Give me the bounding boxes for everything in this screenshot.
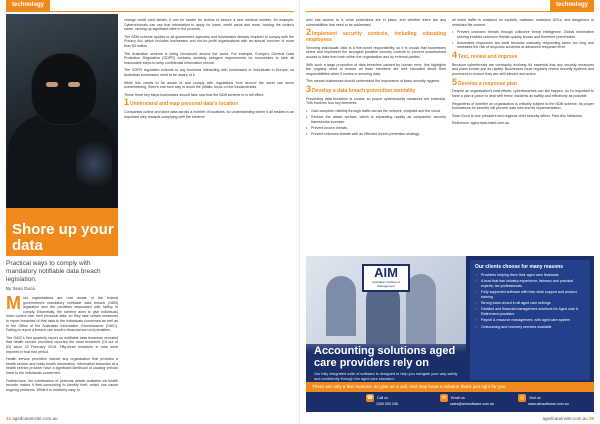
email-icon: ✉: [441, 395, 447, 401]
benefit-item: ✓ Payroll & resource management, with aged care system: [475, 318, 585, 322]
paragraph: The GDPR regulation extends to any business interacting with businesses or individuals in Europe, so Australian businesses need to be aware of it.: [124, 68, 294, 77]
advertisement[interactable]: [306, 256, 594, 412]
subheading: 4Test, review and improve: [452, 50, 518, 61]
bullet-list: [306, 109, 446, 136]
article-column-3: [306, 18, 446, 252]
folio-site: agedcareinsite.com.au: [12, 416, 58, 421]
standfirst-text: Practical ways to comply with mandatory notifiable data breach legislation.: [6, 260, 101, 283]
contact-value: www.aimsoftware.com.au: [528, 402, 569, 406]
paragraph: Preventing data breaches is crucial, so proper cybersecurity measures are essential. This involves four key elements:: [306, 96, 446, 106]
subheading: 3Develop a data breach prevention mentality: [306, 83, 416, 94]
globe-icon: ◎: [519, 395, 525, 401]
folio: [542, 416, 594, 421]
paragraph: This means businesses should understand the importance of basic security hygiene.: [306, 79, 441, 84]
paragraph: Because cyberthreats are constantly evolving it's essential that any security measures and plans evolve just as rapidly. Businesses must regularly review security systems and processes to ensure they are still relevant and active.: [452, 62, 594, 77]
contact-value: 1300 000 246: [376, 402, 398, 406]
contact-label: Email us: [451, 395, 465, 400]
section-rule: [306, 11, 594, 12]
bullet-list: [452, 30, 594, 50]
ad-callout-strip: There are only a few reasons, so give us a call, AIM may have a solution that's just right for you: [306, 382, 594, 392]
author-bio: Sean Duca is vice president and regional chief security officer, Palo Alto Networks.: [452, 113, 583, 118]
benefit-item: ✓ Outsourcing and recovery services available: [475, 325, 585, 329]
benefit-item: ✓ A trust that has industry experience, fairness and practical experts, tax professionals: [475, 279, 585, 288]
paragraph: ost organisations are now aware of the federal government's mandatory notifiable data breach (NDB) legislation and the penalties associated with failing to comply. Essentially, the scheme aims to give individuals more control over their personal data, so they take certain measures to report breaches of that data to the individuals concerned as well as to the Office of the Australian Information Commissioner (OAIC). Failing to report a breach can result in financial and civil penalties.: [6, 296, 118, 333]
paragraph: Furthermore, the combination of personal details available via health records makes it time-consuming to identify theft, which can cause ongoing problems. While it is relatively easy to: [6, 378, 118, 392]
paragraph: all event traffic is analysed for exploits, malware, malicious URLs, and dangerous or restricted file content.: [452, 18, 594, 27]
benefit-item: ✓ Detailed and financial management solutions for Aged care & Retirement providers: [475, 307, 585, 316]
drop-cap: M: [6, 296, 21, 313]
section-tab: technology: [550, 0, 594, 11]
ad-benefits-panel: [470, 260, 590, 380]
phone-icon: ☎: [366, 395, 374, 401]
paragraph: Despite an organisation's best efforts, cyberbreaches can still happen, so it's important to have a plan in place to deal with these incidents as swiftly and effectively as possible.: [452, 89, 594, 99]
folio-site: agedcareinsite.com.au: [542, 416, 588, 421]
list-item: • Prevent unknown threats through collective threat intelligence. Global information sharing enables unknown threats quickly known and therefore preventable.: [452, 30, 594, 39]
paragraph: Companies collect and store data across a number of locations, so understanding where it all resides is an important step towards complying with the scheme.: [124, 110, 294, 119]
benefit-item: ✓ Providers helping them their aged care financials: [475, 273, 585, 277]
paragraph: With such a large proportion of data breaches caused by human error, this highlights the ongoing need to ensure all team members are well educated about their responsibilities when it comes to securing data.: [306, 62, 446, 76]
list-item: • Gain complete visibility through traffic across the network, endpoint and the cloud.: [306, 109, 446, 114]
standfirst: [6, 260, 118, 284]
subheading: 1Understand and map personal data's location: [124, 97, 239, 108]
paragraph: Health service providers include any organisation that provides a health service and holds health information. Information breaches at a health service provider have a significant likelihood of causing serious harm to the individuals concerned.: [6, 357, 118, 375]
article-column-4: [452, 18, 594, 252]
folio: [6, 416, 58, 421]
paragraph: The Australian scheme is being introduced around the world. For example, Europe's General Data Protection Regulation (GDPR) contains similarly stringent requirements for businesses to take all reasonable steps to keep confidential information secure.: [124, 51, 294, 65]
page-number: 35: [588, 416, 594, 421]
page-number: 34: [6, 416, 12, 421]
paragraph: The OAIC's first quarterly report on notifiable data breaches revealed that health service providers reported the most breaches (15 out of 63) since 22 February 2018. Fifty-three breaches in total were reported in that first period.: [6, 335, 118, 354]
section-tab: technology: [6, 0, 50, 11]
contact-call[interactable]: [366, 394, 398, 410]
benefit-item: ✓ Fully supported software with help desk support and product training: [475, 290, 585, 299]
list-item: • Prevent unknown threats with an effective threat prevention strategy.: [306, 132, 446, 137]
paragraph: Regardless of whether an organisation is critically subject to the NDB scheme, its proper foundations for security will prevent data loss and its implementation.: [452, 101, 594, 111]
contact-label: Call us: [377, 395, 388, 400]
contact-value: sales@aimsoftware.com.au: [450, 402, 495, 406]
right-page: [300, 0, 600, 424]
subheading: 5Develop a response plan: [452, 76, 517, 87]
contact-label: Visit us: [529, 395, 541, 400]
headline-panel: [6, 208, 118, 256]
reference-link[interactable]: Reference: aged-data-insite.com.au: [452, 121, 510, 126]
paragraph: who has access to it, what protections are in place, and whether there are any vulnerabilities that need to be addressed.: [306, 18, 446, 27]
paragraph: These three key steps businesses should take now that the NDB scheme is in full effect:: [124, 92, 265, 97]
benefits-heading: Our clients choose for many reasons: [475, 264, 564, 270]
list-item: • Reduce the attack surface, which is expanding rapidly as companies' security frameworks increase.: [306, 115, 446, 124]
benefits-list: [475, 273, 585, 329]
contact-web[interactable]: [518, 394, 569, 410]
paragraph: Securing individuals' data is a fine-tuned responsibility, so it is crucial that businesses select and implement the strongest possible security controls to prevent unauthorised access to data from both within the organisation and by external parties.: [306, 45, 446, 59]
list-item: • Prevent known threats.: [306, 126, 446, 131]
page-title: Shore up your data: [12, 221, 114, 254]
article-column-2: [124, 18, 294, 414]
ad-headline: Accounting solutions aged care providers rely on: [314, 345, 456, 369]
benefit-item: ✓ Strong track-record in all aged care settings: [475, 301, 585, 305]
ad-body: Our fully integrated suite of software is designed to help you navigate your way safely and confidently through the aged care standard.: [314, 372, 458, 381]
subheading: 2Implement security controls, including educating employees: [306, 27, 446, 43]
aim-logo: AIM Australian Institute of Management: [362, 264, 410, 292]
byline: By Sean Duca: [6, 286, 35, 291]
section-rule: [6, 11, 294, 12]
contact-email[interactable]: [440, 394, 494, 410]
list-item: • Automated responses are ideal because manually responding takes too long and increases the risk of response schemes at advanced response level.: [452, 41, 594, 50]
article-column-1: [6, 296, 118, 414]
paragraph: change credit card details, it can be harder for victims to secure a new medical number, for example. Cybercriminals can use that information to apply for loans, credit cards and more, leaving the victim's name, racking up significant debt in the process.: [124, 18, 294, 32]
paragraph: The NDB scheme applies to all government agencies and businesses already required to comply with the Privacy Act, which includes businesses and not-for-profit organisations with an annual turnover of more than $3 million.: [124, 34, 294, 48]
paragraph: While this needs to be aware of and comply with regulations from around the world can seem overwhelming, there's one sure way to avoid the pitfalls: focus on the fundamentals.: [124, 80, 294, 90]
